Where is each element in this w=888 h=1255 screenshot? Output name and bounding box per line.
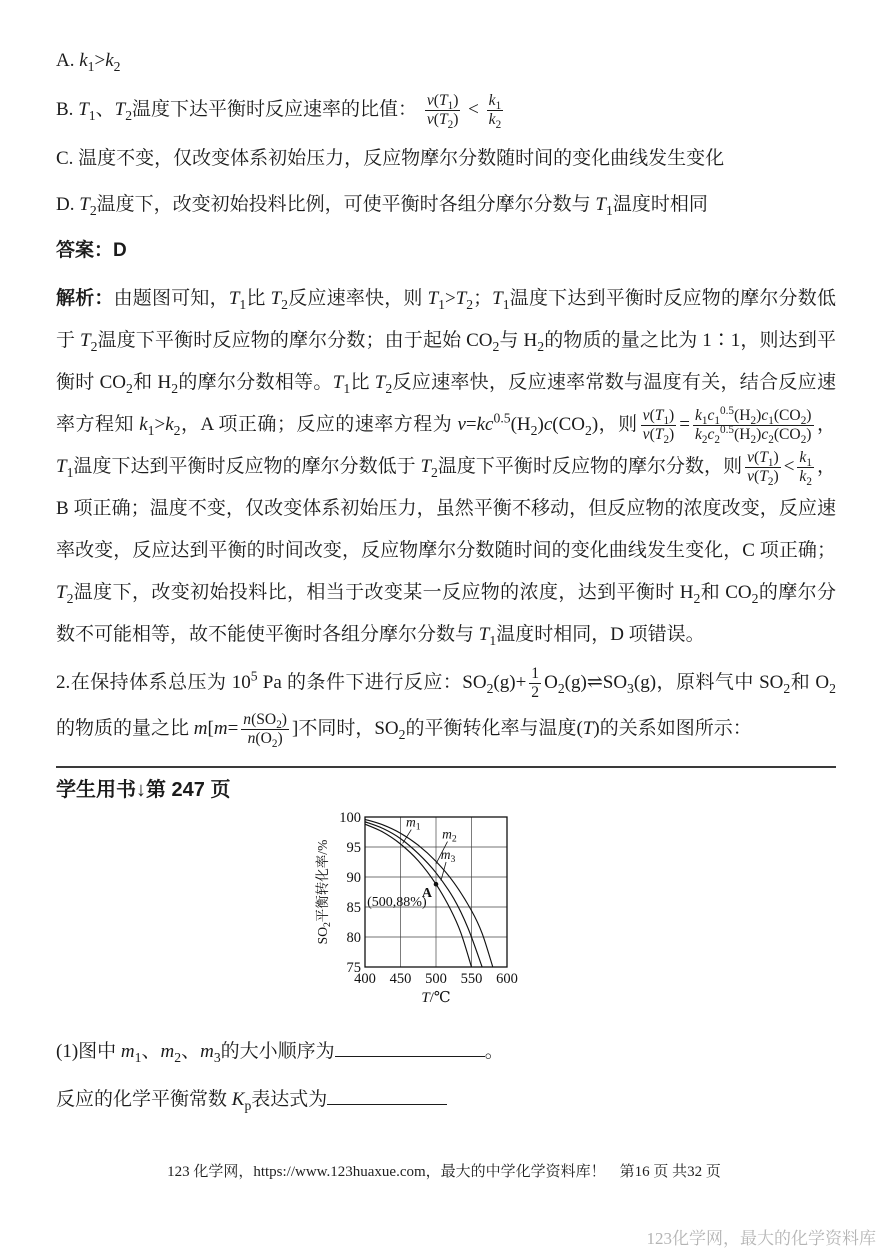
fraction-rate-ratio: $\frac{v(T_1)}{v(T_2)}$: [426, 92, 459, 132]
fraction-rate-expression: $\frac{k_1c_1^{0.5}(H_2)c_1(CO_2)}{k_2c_2^{0.5}(H_2)c_2(CO_2)}$: [694, 404, 812, 446]
svg-text:m2: $m_2$: [442, 826, 457, 845]
svg-text:A: A: [421, 885, 432, 901]
answer-line: [56, 236, 836, 266]
fraction-one-half: $\frac{1}{2}$: [531, 664, 540, 701]
svg-text:95: 95: [346, 839, 361, 856]
svg-text:550: 550: [460, 970, 483, 987]
svg-text:100: 100: [339, 809, 361, 826]
svg-text:SO2平衡转化率/%: $SO_2$平衡转化率/%: [315, 839, 333, 945]
option-d-text: D. $T_2$温度下，改变初始投料比例，可使平衡时各组分摩尔分数与 $T_1$温度时相同: [56, 193, 708, 218]
svg-text:80: 80: [346, 929, 361, 946]
analysis-text-1: 由题图可知，$T_1$比 $T_2$反应速率快，则 $T_1>T_2$；$T_1$温度下达到平衡时反应物的摩尔分数低于 $T_2$温度下平衡时反应物的摩尔分数；由于起始 $CO_2$与 $H_2$的物质的量之比为 1∶1，则达到平衡时 $CO_2$和 $H_2$的摩尔分数相等。$T_1$比 $T_2$反应速率快，反应速率常数与温度有关，结合反应速率方程知 $k_1>k_2$，A 项正确；反应的速率方程为 $v=kc^{0.5}(H_2)c(CO_2)$，则: [56, 287, 836, 438]
sub-question-2: [56, 1076, 836, 1124]
sub-question-1-end: 。: [484, 1040, 504, 1062]
analysis-less-than: <: [783, 455, 795, 477]
option-a-text: A. $k_1>k_2$: [56, 50, 121, 74]
svg-text:75: 75: [346, 959, 361, 976]
footer-site-info: 123 化学网，https://www.123huaxue.com，最大的中学化学资料库！: [167, 1164, 606, 1180]
option-d: [56, 190, 836, 220]
svg-text:m1: $m_1$: [405, 814, 421, 833]
svg-text:90: 90: [346, 869, 361, 886]
question-2-text-3: ]不同时，$SO_2$的平衡转化率与温度(T)的关系如图所示：: [292, 717, 752, 742]
student-book-banner: [56, 766, 836, 804]
analysis-text-3: ，B 项正确；温度不变，仅改变体系初始压力，虽然平衡不移动，但反应物的浓度改变，反应速率改变，反应达到平衡的时间改变，反应物摩尔分数随时间的变化曲线发生变化，C 项正确；$T_2$温度下，改变初始投料比，相当于改变某一反应物的浓度，达到平衡时 $H_2$和 $CO_2$的摩尔分数不可能相等，故不能使平衡时各组分摩尔分数与 $T_1$温度时相同，D 项错误。: [56, 455, 836, 648]
option-b-relation: <: [468, 99, 479, 121]
fraction-rate-ratio-3: $\frac{v(T_1)}{v(T_2)}$: [747, 448, 779, 488]
sub-question-2-text: 反应的化学平衡常数 $K_p$表达式为: [56, 1088, 328, 1113]
svg-text:600: 600: [496, 970, 518, 987]
option-b: [56, 92, 836, 130]
question-2-text-1: 2.在保持体系总压为 $10^5$ Pa 的条件下进行反应：$SO_2(g)+$: [56, 668, 527, 696]
answer-blank-1: [335, 1037, 485, 1057]
banner-page: 第 247 页: [146, 778, 231, 801]
option-b-text: B. $T_1$、$T_2$温度下达平衡时反应速率的比值：: [56, 99, 418, 124]
svg-text:m3: $m_3$: [440, 846, 456, 865]
banner-title: 学生用书: [56, 778, 136, 801]
question-2-paragraph: [56, 660, 836, 752]
option-c-text: C. 温度不变，仅改变体系初始压力，反应物摩尔分数随时间的变化曲线发生变化: [56, 147, 725, 169]
fraction-rate-ratio-2: $\frac{v(T_1)}{v(T_2)}$: [642, 406, 675, 446]
footer-page-number: 第16 页 共32 页: [619, 1164, 721, 1180]
page-footer: [0, 1160, 888, 1181]
svg-text:500: 500: [425, 970, 447, 987]
option-a: [56, 46, 836, 76]
svg-text:400: 400: [354, 970, 376, 987]
fraction-k-ratio: $\frac{k_1}{k_2}$: [488, 92, 502, 132]
analysis-text-2: ，$T_1$温度下达到平衡时反应物的摩尔分数低于 $T_2$温度下平衡时反应物的摩尔分数，则: [56, 413, 836, 480]
watermark: 123化学网，最大的化学资料库: [646, 1229, 876, 1248]
svg-text:T/℃: T/℃: [421, 989, 451, 1006]
fraction-k-ratio-2: $\frac{k_1}{k_2}$: [799, 448, 812, 488]
answer-label: 答案：: [56, 239, 114, 261]
so2-conversion-chart: [313, 808, 579, 1022]
analysis-label: 解析：: [56, 287, 114, 309]
analysis-paragraph: [56, 278, 836, 656]
sub-question-1: [56, 1028, 836, 1076]
svg-text:(500,88%): (500,88%): [367, 894, 427, 910]
question-2-text-2: $O_2(g)\rightleftharpoons SO_3(g)$，原料气中 $SO_2$和 $O_2$的物质的量之比 m[m=: [56, 671, 836, 739]
answer-blank-2: [327, 1085, 447, 1105]
svg-text:85: 85: [346, 899, 361, 916]
down-arrow-icon: ↓: [136, 778, 146, 801]
option-c: [56, 144, 836, 174]
analysis-equals: =: [679, 413, 690, 435]
svg-text:450: 450: [389, 970, 412, 987]
sub-question-1-text: (1)图中 $m_1$、$m_2$、$m_3$的大小顺序为: [56, 1040, 335, 1065]
answer-value: D: [113, 239, 127, 261]
chart-container: [56, 808, 836, 1028]
fraction-mole-ratio: $\frac{n(SO_2)}{n(O_2)}$: [243, 710, 287, 750]
